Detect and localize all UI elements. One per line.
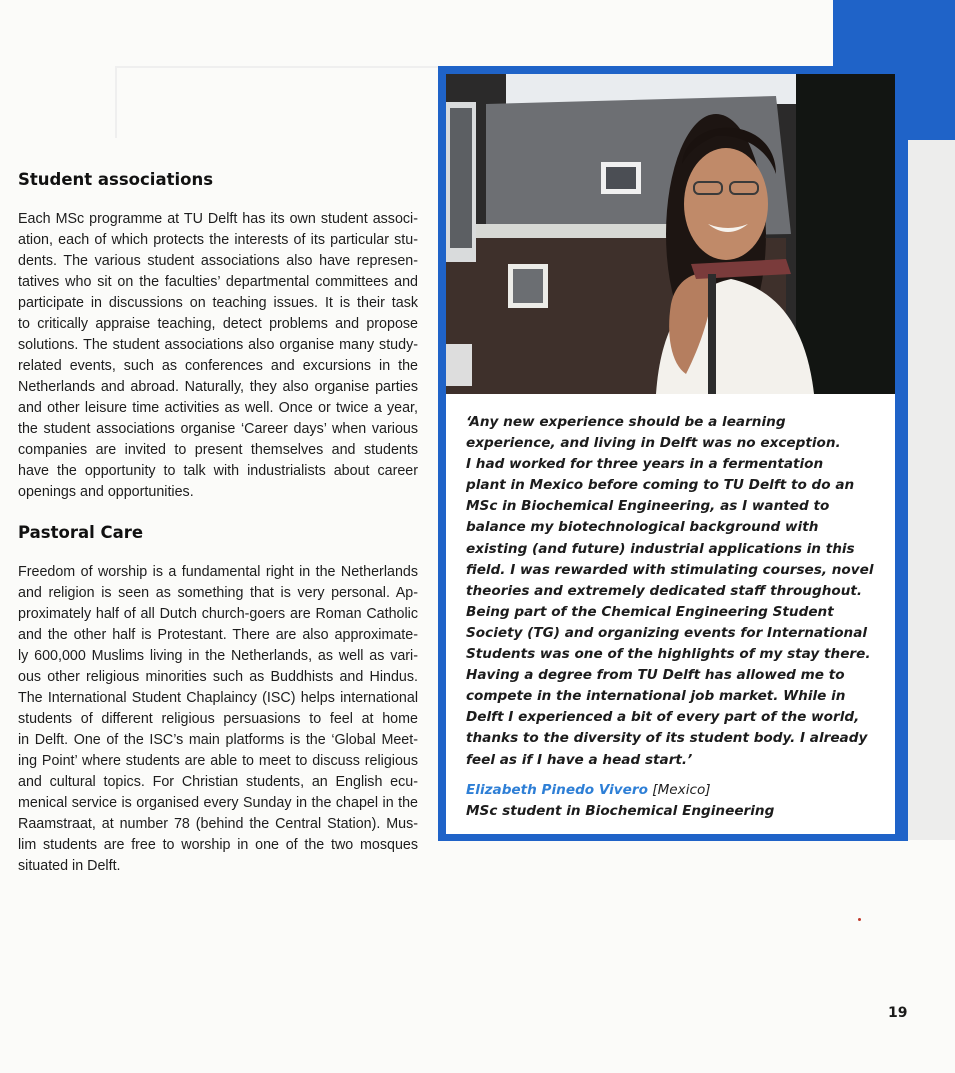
- paragraph-pastoral-care: [18, 562, 418, 877]
- text-line: Raamstraat, at number 78 (behind the Central Station). Mus-: [18, 816, 418, 832]
- text-line: and the other half is Protestant. There are also approximate-: [18, 627, 418, 643]
- text-line: openings and opportunities.: [18, 484, 194, 500]
- quote-line: balance my biotechnological background with: [466, 519, 819, 536]
- quote-line: field. I was rewarded with stimulating courses, novel: [466, 561, 874, 578]
- quote-line: feel as if I have a head start.’: [466, 751, 693, 768]
- text-line: and cultural topics. For Christian students, an English ecu-: [18, 774, 418, 790]
- text-line: to critically appraise teaching, detect problems and propose: [18, 316, 418, 332]
- student-role: MSc student in Biochemical Engineering: [466, 803, 775, 819]
- text-line: and religion is seen as something that is very personal. Ap-: [18, 585, 418, 601]
- print-speck: [858, 918, 861, 921]
- quote-line: thanks to the diversity of its student body. I already: [466, 730, 868, 747]
- text-line: Netherlands and abroad. Naturally, they also organise parties: [18, 379, 418, 395]
- quote-line: I had worked for three years in a fermentation: [466, 456, 824, 473]
- text-line: tatives who sit on the faculties’ departmental committees and: [18, 274, 418, 290]
- paragraph-student-associations: [18, 209, 418, 503]
- corner-grey-strip: [905, 140, 955, 840]
- quote-line: existing (and future) industrial applications in this: [466, 540, 855, 557]
- text-line: ly 600,000 Muslims living in the Netherlands, as well as vari-: [18, 648, 418, 664]
- text-line: dents. The various student associations also have represen-: [18, 253, 418, 269]
- text-line: proximately half of all Dutch church-goers are Roman Catholic: [18, 606, 418, 622]
- text-line: Each MSc programme at TU Delft has its own student associ-: [18, 211, 418, 227]
- quote-line: plant in Mexico before coming to TU Delft to do an: [466, 477, 855, 494]
- text-line: solutions. The student associations also organise many study-: [18, 337, 418, 353]
- left-column: [18, 170, 418, 897]
- text-line: students of different religious persuasions to feel at home: [18, 711, 418, 727]
- text-line: have the opportunity to talk with industrialists about career: [18, 463, 418, 479]
- text-line: The International Student Chaplaincy (ISC) helps international: [18, 690, 418, 706]
- testimonial-quote: [466, 412, 886, 771]
- quote-line: Students was one of the highlights of my stay there.: [466, 646, 871, 663]
- text-line: ous other religious minorities such as Buddhists and Hindus.: [18, 669, 418, 685]
- quote-line: Being part of the Chemical Engineering Student: [466, 603, 834, 620]
- quote-line: theories and extremely dedicated staff throughout.: [466, 582, 863, 599]
- student-portrait-photo: [446, 74, 895, 394]
- quote-line: ‘Any new experience should be a learning: [466, 414, 786, 430]
- testimonial-attribution: [466, 780, 886, 822]
- text-line: lim students are free to worship in one of the two mosques: [18, 837, 418, 853]
- text-line: in Delft. One of the ISC’s main platforms is the ‘Global Meet-: [18, 732, 418, 748]
- text-line: menical service is organised every Sunday in the chapel in the: [18, 795, 418, 811]
- quote-line: MSc in Biochemical Engineering, as I wanted to: [466, 498, 830, 515]
- page-number: 19: [888, 1005, 908, 1021]
- heading-student-associations: Student associations: [18, 170, 214, 189]
- text-line: Freedom of worship is a fundamental right in the Netherlands: [18, 564, 418, 580]
- text-line: and other leisure time activities as well. Once or twice a year,: [18, 400, 418, 416]
- quote-line: experience, and living in Delft was no exception.: [466, 435, 841, 452]
- text-line: situated in Delft.: [18, 858, 121, 874]
- testimonial-box-inner: [446, 74, 895, 834]
- text-line: companies are invited to present themselves and students: [18, 442, 418, 458]
- portrait-illustration: [446, 74, 895, 394]
- ghost-show-through-frame: [115, 66, 457, 138]
- quote-line: Having a degree from TU Delft has allowed me to: [466, 667, 845, 684]
- student-name: Elizabeth Pinedo Vivero: [466, 782, 648, 798]
- text-line: participate in discussions on teaching issues. It is their task: [18, 295, 418, 311]
- quote-line: Delft I experienced a bit of every part of the world,: [466, 709, 860, 726]
- text-line: the student associations organise ‘Career days’ when various: [18, 421, 418, 437]
- student-country: [Mexico]: [652, 782, 711, 798]
- testimonial-box: [438, 66, 908, 841]
- ghost-show-through-text: [185, 78, 198, 131]
- quote-line: Society (TG) and organizing events for International: [466, 624, 868, 641]
- text-line: related events, such as conferences and excursions in the: [18, 358, 418, 374]
- quote-line: compete in the international job market. While in: [466, 688, 846, 705]
- heading-pastoral-care: Pastoral Care: [18, 523, 144, 542]
- text-line: ation, each of which protects the interests of its particular stu-: [18, 232, 418, 248]
- text-line: ing Point’ where students are able to meet to discuss religious: [18, 753, 418, 769]
